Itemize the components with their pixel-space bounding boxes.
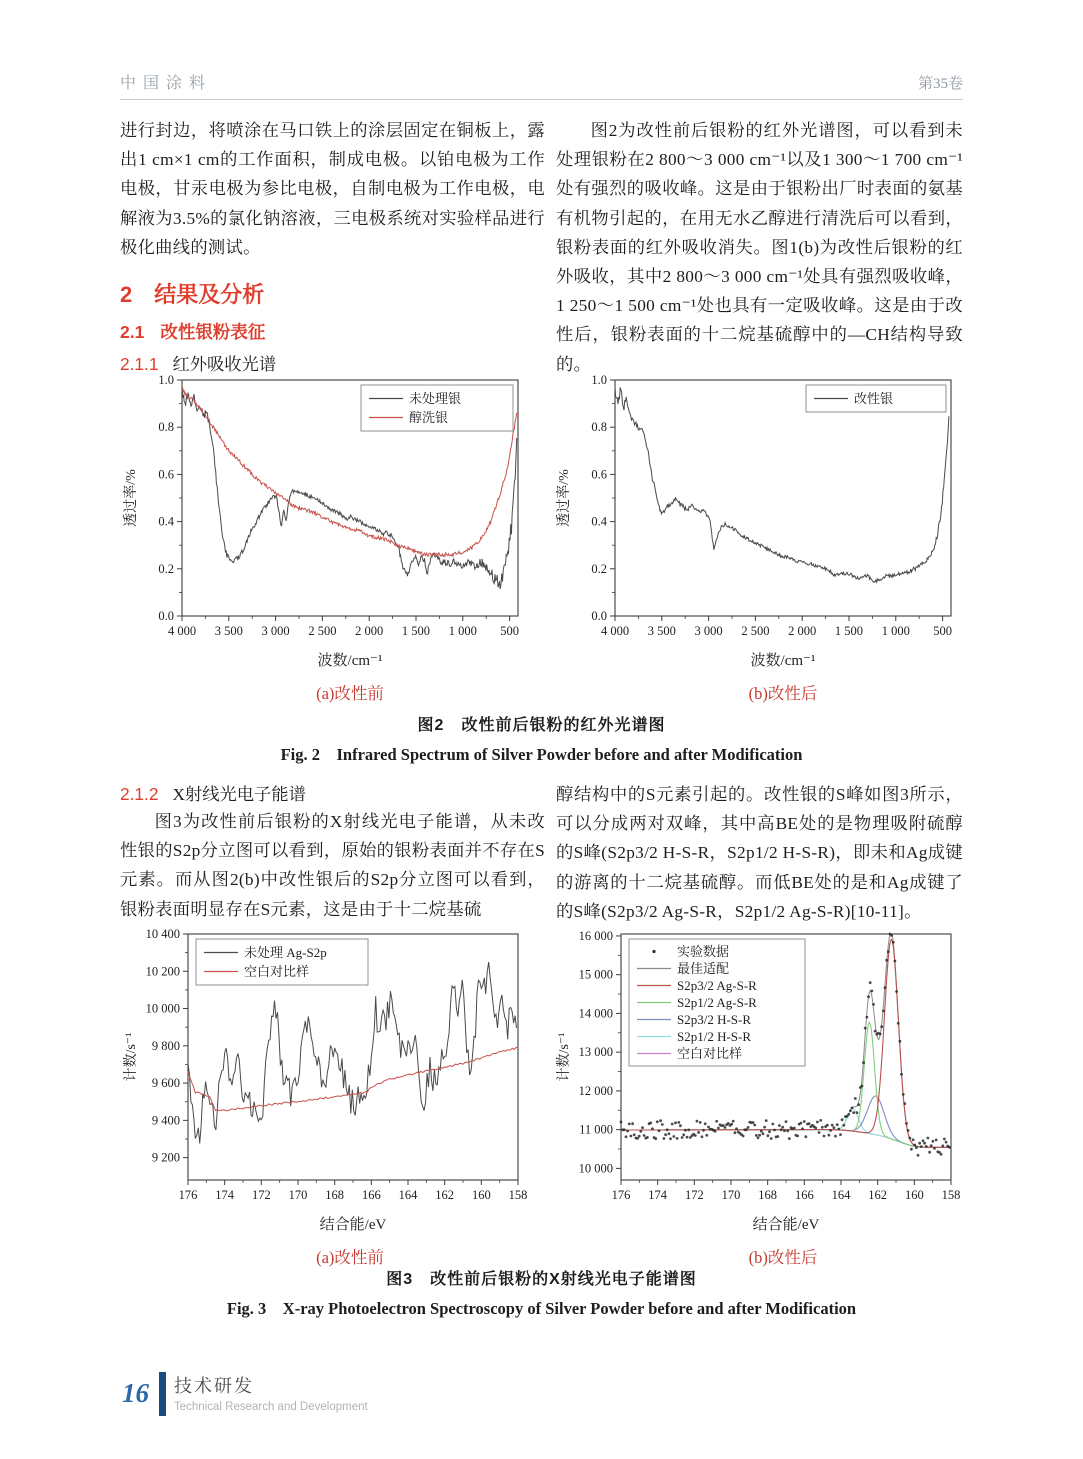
svg-text:15 000: 15 000 <box>578 967 613 982</box>
svg-text:空白对比样: 空白对比样 <box>677 1046 743 1061</box>
svg-text:10 200: 10 200 <box>145 964 180 979</box>
figure-3b-block <box>553 924 963 1268</box>
svg-text:1.0: 1.0 <box>158 373 174 387</box>
svg-text:透过率/%: 透过率/% <box>557 469 572 527</box>
svg-text:158: 158 <box>941 1188 961 1202</box>
svg-text:2 000: 2 000 <box>788 624 817 638</box>
svg-text:500: 500 <box>500 624 519 638</box>
svg-text:波数/cm⁻¹: 波数/cm⁻¹ <box>750 653 816 669</box>
svg-text:170: 170 <box>721 1188 741 1202</box>
subsubsection-heading-xps <box>120 780 545 805</box>
svg-text:2 000: 2 000 <box>355 624 384 638</box>
chart-ir-after <box>553 372 963 672</box>
svg-text:S2p3/2 Ag-S-R: S2p3/2 Ag-S-R <box>677 978 757 993</box>
svg-text:172: 172 <box>251 1188 271 1202</box>
subsubsection-title-xps: X射线光电子能谱 <box>172 785 306 804</box>
paragraph-xps-left: 图3为改性前后银粉的X射线光电子能谱，从未改性银的S2p分立图可以看到，原始的银粉表面并不存在S元素。而从图2(b)中改性银后的S2p分立图可以看到，银粉表面明显存在S元素，这是由于十二烷基硫 <box>120 812 545 919</box>
svg-text:3 000: 3 000 <box>261 624 290 638</box>
svg-text:3 000: 3 000 <box>694 624 723 638</box>
svg-text:9 800: 9 800 <box>151 1038 180 1053</box>
figure-3-caption <box>120 1266 963 1319</box>
svg-text:172: 172 <box>684 1188 704 1202</box>
figure-3 <box>120 924 963 1268</box>
svg-text:0.0: 0.0 <box>158 609 174 623</box>
svg-text:168: 168 <box>758 1188 778 1202</box>
svg-text:1 000: 1 000 <box>448 624 477 638</box>
figure-3a-block <box>120 924 530 1268</box>
volume-label: 第35卷 <box>917 76 963 92</box>
svg-text:0.6: 0.6 <box>158 467 174 482</box>
svg-text:176: 176 <box>178 1188 198 1202</box>
section-number: 2 <box>120 282 133 308</box>
svg-text:166: 166 <box>361 1188 381 1202</box>
journal-name: 中国涂料 <box>120 75 213 92</box>
svg-text:计数/s⁻¹: 计数/s⁻¹ <box>557 1032 572 1082</box>
svg-text:13 000: 13 000 <box>578 1045 613 1060</box>
subsection-title: 改性银粉表征 <box>160 322 266 343</box>
figure-2a-block <box>120 372 530 704</box>
svg-text:0.2: 0.2 <box>158 561 174 576</box>
svg-text:10 000: 10 000 <box>578 1161 613 1176</box>
svg-text:计数/s⁻¹: 计数/s⁻¹ <box>124 1032 139 1082</box>
svg-text:11 000: 11 000 <box>579 1122 613 1137</box>
svg-text:0.2: 0.2 <box>591 561 607 576</box>
svg-text:S2p1/2 H-S-R: S2p1/2 H-S-R <box>677 1029 752 1044</box>
svg-text:0.8: 0.8 <box>158 420 174 435</box>
paragraph-ir-discussion: 图2为改性前后银粉的红外光谱图，可以看到未处理银粉在2 800～3 000 cm⁻¹以及1 300～1 700 cm⁻¹处有强烈的吸收峰。这是由于银粉出厂时表面的氨基有机物引起的，在用无水乙醇进行清洗后可以看到，银粉表面的红外吸收消失。图1(b)为改性后银粉的红外吸收，其中2 800～3 000 cm⁻¹处具有强烈吸收峰，1 250～1 500 cm⁻¹处也具有一定吸收峰。这是由于改性后，银粉表面的十二烷基硫醇中的—CH结构导致的。 <box>556 121 963 374</box>
svg-text:10 000: 10 000 <box>145 1001 180 1016</box>
svg-text:166: 166 <box>794 1188 814 1202</box>
svg-text:最佳适配: 最佳适配 <box>677 961 730 976</box>
svg-text:空白对比样: 空白对比样 <box>244 964 310 979</box>
section-title: 结果及分析 <box>154 282 265 308</box>
svg-text:S2p1/2 Ag-S-R: S2p1/2 Ag-S-R <box>677 995 757 1010</box>
footer-section-en: Technical Research and Development <box>174 1401 368 1413</box>
figure-3b-subcaption: (b)改性后 <box>748 1248 818 1267</box>
svg-text:160: 160 <box>904 1188 924 1202</box>
right-column-top <box>556 116 963 379</box>
subsection-number: 2.1 <box>120 322 145 343</box>
svg-text:162: 162 <box>868 1188 888 1202</box>
svg-text:1 500: 1 500 <box>834 624 864 638</box>
svg-text:9 600: 9 600 <box>151 1076 180 1091</box>
subsubsection-title: 红外吸收光谱 <box>172 355 277 375</box>
svg-text:170: 170 <box>288 1188 308 1202</box>
svg-text:未处理银: 未处理银 <box>409 391 462 406</box>
svg-text:9 400: 9 400 <box>151 1113 180 1128</box>
svg-text:改性银: 改性银 <box>854 391 894 406</box>
svg-text:174: 174 <box>648 1188 668 1202</box>
svg-text:未处理 Ag-S2p: 未处理 Ag-S2p <box>244 945 327 960</box>
subsection-heading-characterization <box>120 319 545 344</box>
svg-text:174: 174 <box>215 1188 235 1202</box>
left-column-bottom <box>120 780 545 924</box>
figure-3a-subcaption: (a)改性前 <box>316 1248 384 1267</box>
svg-text:0.8: 0.8 <box>591 420 607 435</box>
figure-2b-block <box>553 372 963 704</box>
svg-text:0.4: 0.4 <box>158 514 174 529</box>
paragraph-xps-right: 醇结构中的S元素引起的。改性银的S峰如图3所示，可以分成两对双峰，其中高BE处的是物理吸附硫醇的S峰(S2p3/2 H-S-R，S2p1/2 H-S-R)，即未和Ag成键的游离的十二烷基硫醇。而低BE处的是和Ag成键了的S峰(S2p3/2 Ag-S-R，S2p1/2 Ag-S-R)[10-11]。 <box>556 785 963 921</box>
svg-text:S2p3/2 H-S-R: S2p3/2 H-S-R <box>677 1012 752 1027</box>
svg-text:164: 164 <box>398 1188 418 1202</box>
figure-2-caption-en: Fig. 2 Infrared Spectrum of Silver Powder before and after Modification <box>280 745 803 764</box>
svg-text:14 000: 14 000 <box>578 1006 613 1021</box>
svg-text:158: 158 <box>508 1188 528 1202</box>
left-column-top <box>120 116 545 377</box>
footer-section <box>174 1372 368 1413</box>
svg-text:500: 500 <box>933 624 952 638</box>
svg-text:160: 160 <box>471 1188 491 1202</box>
svg-text:1 500: 1 500 <box>401 624 431 638</box>
svg-text:164: 164 <box>831 1188 851 1202</box>
svg-text:0.4: 0.4 <box>591 514 607 529</box>
right-column-bottom <box>556 780 963 926</box>
figure-2a-subcaption: (a)改性前 <box>316 684 384 703</box>
figure-2-caption-cn: 图2 改性前后银粉的红外光谱图 <box>417 717 666 734</box>
svg-text:162: 162 <box>435 1188 455 1202</box>
svg-text:实验数据: 实验数据 <box>677 944 730 959</box>
chart-xps-after <box>553 924 963 1236</box>
svg-text:9 200: 9 200 <box>151 1150 180 1165</box>
svg-text:结合能/eV: 结合能/eV <box>319 1217 387 1233</box>
svg-text:4 000: 4 000 <box>167 624 197 638</box>
svg-text:176: 176 <box>611 1188 631 1202</box>
svg-text:结合能/eV: 结合能/eV <box>752 1217 820 1233</box>
page-header <box>120 66 963 100</box>
chart-xps-before <box>120 924 530 1236</box>
chart-ir-before <box>120 372 530 672</box>
figure-2b-subcaption: (b)改性后 <box>748 684 818 703</box>
svg-text:10 400: 10 400 <box>145 927 180 941</box>
subsubsection-number-xps: 2.1.2 <box>120 784 159 804</box>
svg-text:醇洗银: 醇洗银 <box>409 410 449 425</box>
svg-text:1 000: 1 000 <box>881 624 910 638</box>
svg-text:2 500: 2 500 <box>308 624 337 638</box>
svg-text:3 500: 3 500 <box>647 624 676 638</box>
figure-3-caption-en: Fig. 3 X-ray Photoelectron Spectroscopy of Silver Powder before and after Modification <box>226 1299 857 1318</box>
svg-text:3 500: 3 500 <box>214 624 243 638</box>
figure-2-caption <box>120 712 963 765</box>
page-number: 16 <box>122 1378 149 1408</box>
svg-text:0.6: 0.6 <box>591 467 607 482</box>
page-footer <box>122 1372 368 1416</box>
figure-3-caption-cn: 图3 改性前后银粉的X射线光电子能谱图 <box>386 1271 697 1288</box>
subsubsection-number: 2.1.1 <box>120 354 159 375</box>
svg-text:1.0: 1.0 <box>591 373 607 387</box>
svg-text:168: 168 <box>325 1188 345 1202</box>
svg-text:12 000: 12 000 <box>578 1083 613 1098</box>
svg-text:2 500: 2 500 <box>741 624 770 638</box>
svg-text:16 000: 16 000 <box>578 928 613 943</box>
svg-text:4 000: 4 000 <box>600 624 630 638</box>
svg-text:波数/cm⁻¹: 波数/cm⁻¹ <box>317 653 383 669</box>
footer-section-cn: 技术研发 <box>174 1376 254 1396</box>
svg-text:0.0: 0.0 <box>591 609 607 623</box>
footer-divider-bar <box>159 1372 166 1416</box>
svg-text:透过率/%: 透过率/% <box>124 469 139 527</box>
paragraph-electrode-prep: 进行封边，将喷涂在马口铁上的涂层固定在铜板上，露出1 cm×1 cm的工作面积，制成电极。以铂电极为工作电极，甘汞电极为参比电极，自制电极为工作电极，电解液为3.5%的氯化钠溶液，三电极系统对实验样品进行极化曲线的测试。 <box>120 121 545 257</box>
section-heading-results <box>120 278 545 309</box>
figure-2 <box>120 372 963 704</box>
